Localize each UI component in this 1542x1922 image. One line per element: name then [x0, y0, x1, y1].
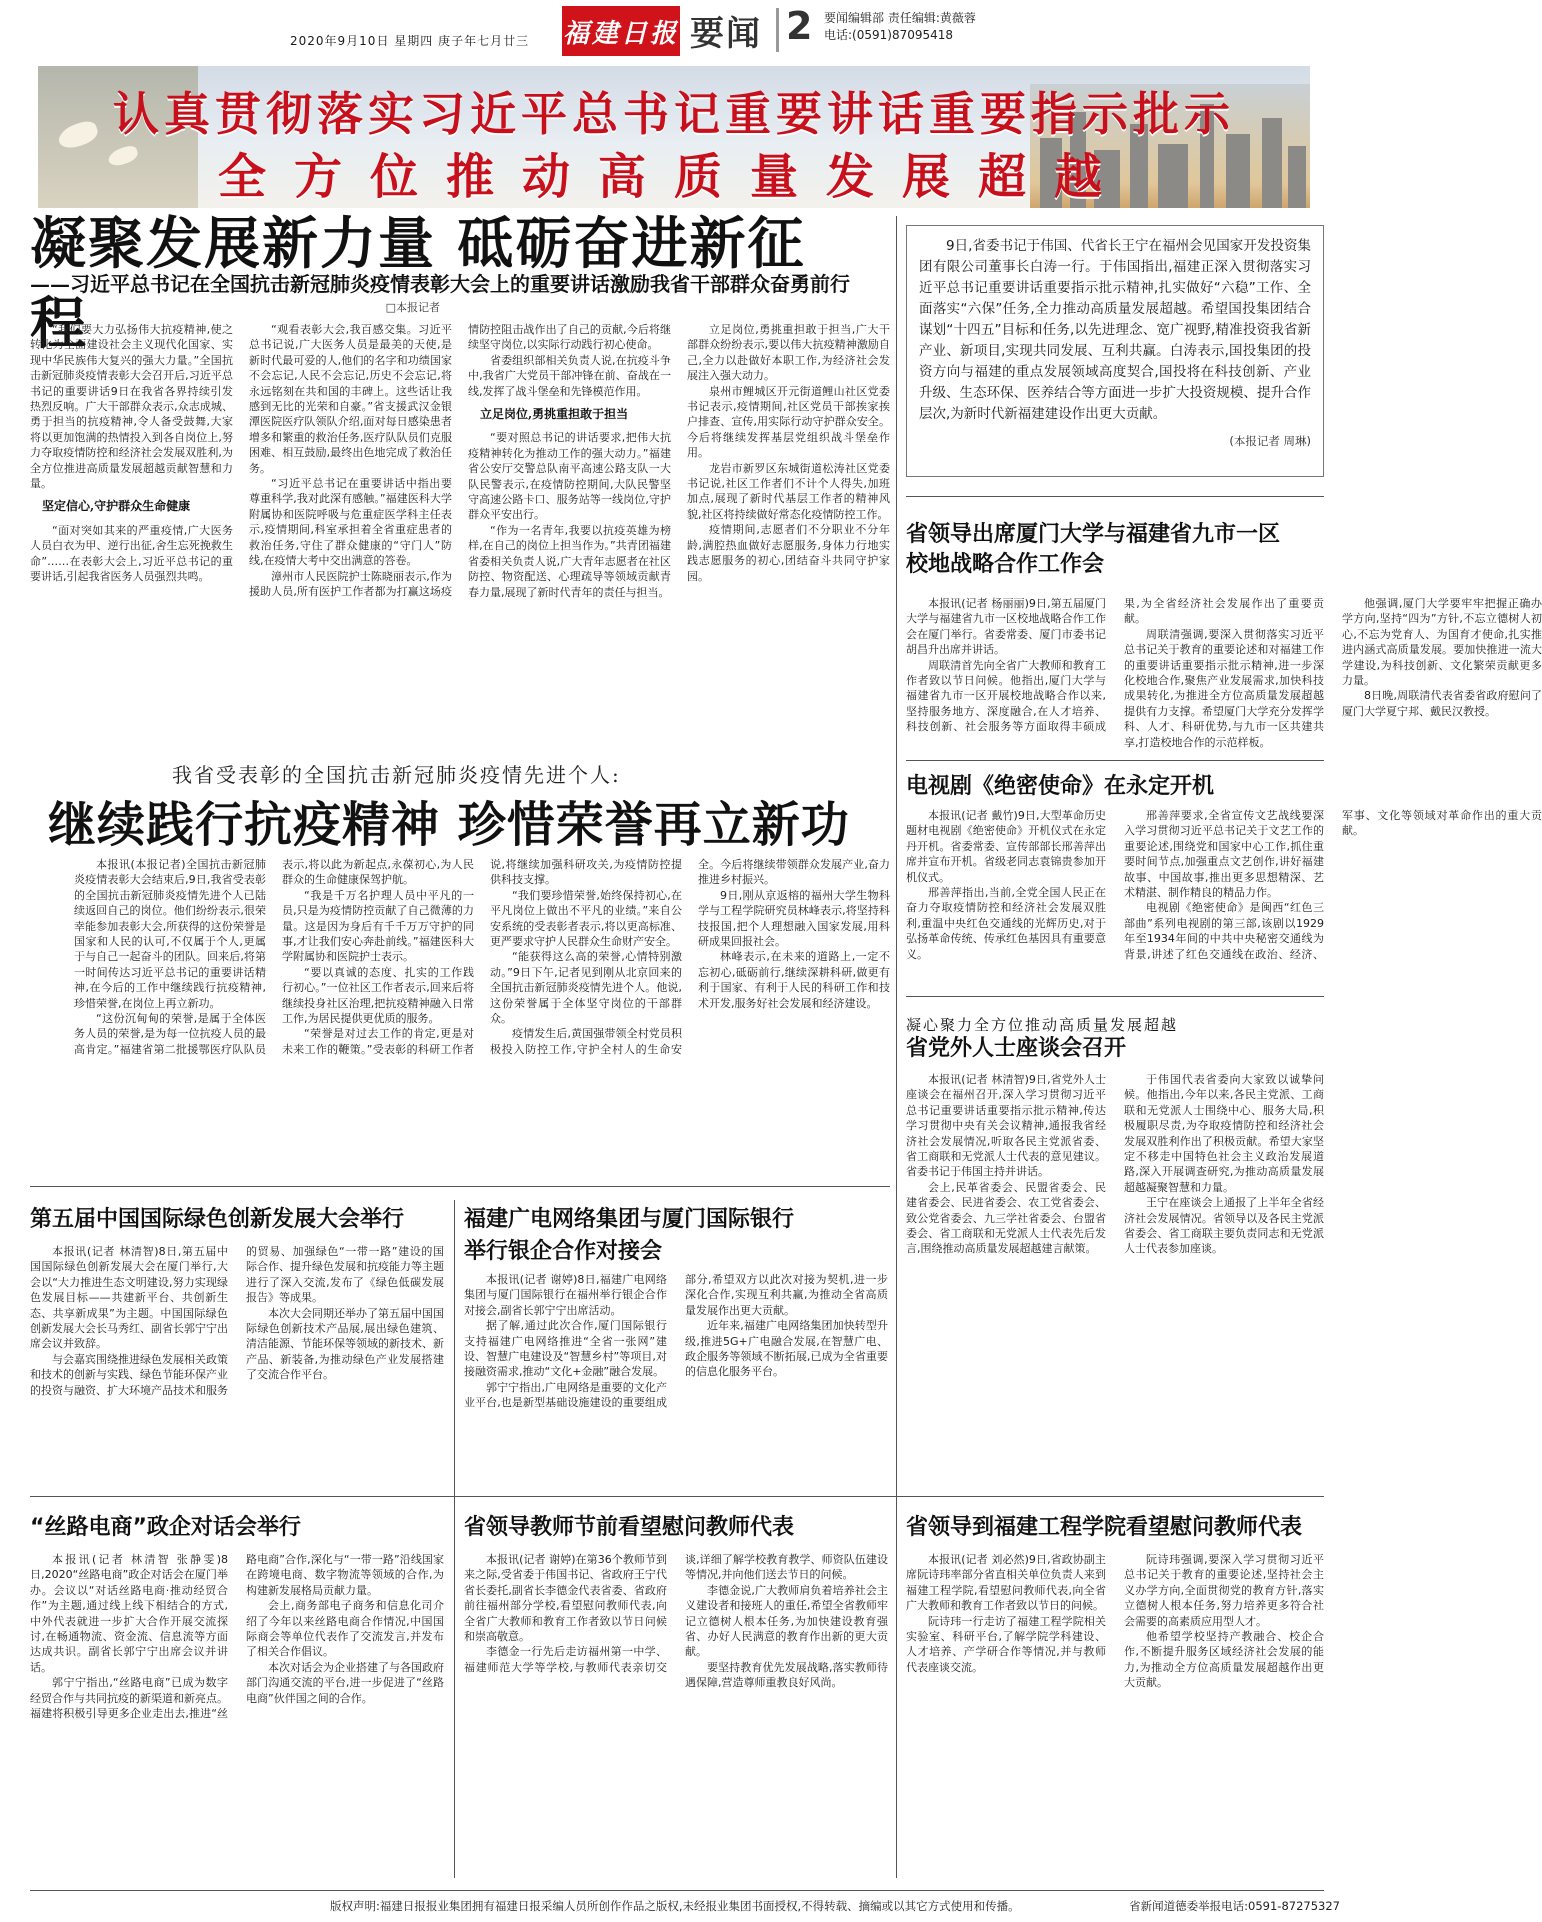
paragraph: 本报讯(本报记者)全国抗击新冠肺炎疫情表彰大会结束后,9日,我省受表彰的全国抗击新冠肺炎疫情先进个人已陆续返回自己的岗位。他们纷纷表示,很荣幸能参加表彰大会,所获得的这份荣誉是国家和人民的认可,不仅属于个人,更属于与自己一起奋斗的团队。回来后,将第一时间传达习近平总书记的重要讲话精神,在今后的工作中继续践行抗疫精神,珍惜荣誉,在岗位上再立新功。 — [74, 858, 266, 1010]
green-story-body — [30, 1244, 444, 1480]
silk-story-title: “丝路电商”政企对话会举行 — [30, 1515, 301, 1540]
paragraph: “荣誉是对过去工作的肯定,更是对未来工作的鞭策。”受表彰的科研工作者说,将继续加强科研攻关,为疫情防控提供科技支撑。 — [282, 858, 682, 1056]
green-story-title: 第五届中国国际绿色创新发展大会举行 — [30, 1207, 405, 1232]
copyright-notice: 版权声明:福建日报报业集团拥有福建日报采编人员所创作作品之版权,未经报业集团书面授权,不得转载、摘编或以其它方式使用和传播。 — [330, 1899, 1020, 1913]
report-hotline: 省新闻道德委举报电话:0591-87275327 — [1129, 1899, 1340, 1913]
page-footer — [330, 1898, 1340, 1914]
paragraph: 周联清强调,要深入贯彻落实习近平总书记关于教育的重要论述和对福建工作的重要讲话重要指示批示精神,进一步深化校地合作,聚焦产业发展需求,加快科技成果转化,为推进全方位高质量发展超越提供有力支撑。希望厦门大学充分发挥学科、人才、科研优势,与九市一区共建共享,打造校地合作的示范样板。 — [1124, 627, 1324, 749]
paragraph: 李德金一行先后走访福州第一中学、福建师范大学等学校,与教师代表亲切交谈,详细了解学校教育教学、师资队伍建设等情况,并向他们送去节日的问候。 — [464, 1553, 888, 1674]
fjut-story-body — [906, 1552, 1324, 1878]
paragraph: 立足岗位,勇挑重担敢于担当,广大干部群众纷纷表示,要以伟大抗疫精神激励自己,全力以赴做好本职工作,为经济社会发展注入强大动力。 — [687, 323, 890, 383]
paragraph: 邢善萍指出,当前,全党全国人民正在奋力夺取疫情防控和经济社会发展双胜利,重温中央红色交通线的光辉历史,对于弘扬革命传统、传承红色基因具有重要意义。 — [906, 886, 1106, 961]
main-story-subtitle: ——习近平总书记在全国抗击新冠肺炎疫情表彰大会上的重要讲话激励我省干部群众奋勇前行 — [30, 272, 850, 296]
newspaper-logo: 福建日报 — [562, 6, 680, 56]
paragraph: “作为一名青年,我要以抗疫英雄为榜样,在自己的岗位上担当作为。”共青团福建省委相关负责人说,广大青年志愿者在社区防控、物资配送、心理疏导等领域贡献青春力量,展现了新时代青年的责任与担当。 — [468, 523, 671, 599]
subheading: 坚定信心,守护群众生命健康 — [42, 499, 191, 514]
teacher-story-body — [464, 1552, 888, 1878]
paragraph: 他希望学校坚持产教融合、校企合作,不断提升服务区域经济社会发展的能力,为推动全方位高质量发展超越作出更大贡献。 — [1124, 1630, 1324, 1690]
title-line: 举行银企合作对接会 — [464, 1239, 663, 1264]
masthead-divider — [776, 8, 779, 52]
paragraph: “要对照总书记的讲话要求,把伟大抗疫精神转化为推动工作的强大动力。”福建省公安厅交警总队南平高速公路支队一大队民警表示,在疫情防控期间,大队民警坚守高速公路卡口、服务站等一线岗位,守护群众平安出行。 — [468, 431, 671, 522]
editor-phone: 电话:(0591)87095418 — [824, 28, 954, 42]
paragraph: 疫情发生后,黄国强带领全村党员积极投入防控工作,守护全村人的生命安全。今后将继续带领群众发展产业,奋力推进乡村振兴。 — [490, 858, 890, 1056]
issue-date: 2020年9月10日 星期四 庚子年七月廿三 — [290, 34, 530, 48]
section-divider — [906, 760, 1324, 761]
zuotan-story-body — [906, 1072, 1324, 1298]
xmu-story-title — [906, 520, 1280, 580]
page-number: 2 — [786, 4, 813, 48]
paragraph: 林峰表示,在未来的道路上,一定不忘初心,砥砺前行,继续深耕科研,做更有利于国家、有利于人民的科研工作和技术开发,服务好社会发展和经济建设。 — [698, 950, 890, 1010]
paragraph: “这份沉甸甸的荣誉,是属于全体医务人员的荣誉,是为每一位抗疫人员的最高肯定。”福建省第二批援鄂医疗队队员表示,将以此为新起点,永葆初心,为人民群众的生命健康保驾护航。 — [74, 858, 474, 1056]
section-divider — [30, 1496, 1324, 1497]
paragraph: 据了解,通过此次合作,厦门国际银行支持福建广电网络推进“全省一张网”建设、智慧广电建设及“智慧乡村”等项目,对接融资需求,推动“文化+金融”融合发展。 — [464, 1319, 667, 1379]
paragraph: 邢善萍要求,全省宣传文艺战线要深入学习贯彻习近平总书记关于文艺工作的重要论述,围绕党和国家中心工作,抓住重要时间节点,加强重点文艺创作,讲好福建故事、中国故事,推出更多思想精深、艺术精湛、制作精良的精品力作。 — [1124, 809, 1324, 900]
paragraph: 近年来,福建广电网络集团加快转型升级,推进5G+广电融合发展,在智慧广电、政企服务等领域不断拓展,已成为全省重要的信息化服务平台。 — [685, 1319, 888, 1379]
broadcast-story-title — [464, 1204, 794, 1268]
paragraph: 阮诗玮一行走访了福建工程学院相关实验室、科研平台,了解学院学科建设、人才培养、产学研合作等情况,并与教师代表座谈交流。 — [906, 1614, 1106, 1674]
section-divider — [30, 1186, 890, 1187]
paragraph: 周联清首先向全省广大教师和教育工作者致以节日问候。他指出,厦门大学与福建省九市一区开展校地战略合作以来,坚持服务地方、深度融合,在人才培养、科技创新、社会服务等方面取得丰硕成果,为全省经济社会发展作出了重要贡献。 — [906, 597, 1324, 734]
paragraph: 郭宁宁指出,“丝路电商”已成为数字经贸合作与共同抗疫的新渠道和新亮点。福建将积极引导更多企业走出去,推进“丝路电商”合作,深化与“一带一路”沿线国家在跨境电商、数字物流等领域的合作,为构建新发展格局贡献力量。 — [30, 1553, 444, 1721]
main-story-body — [30, 322, 890, 706]
paragraph: 8日晚,周联清代表省委省政府慰问了厦门大学夏宁邦、戴民汉教授。 — [1342, 689, 1542, 718]
headline-banner — [38, 66, 1310, 208]
paragraph: 会上,民革省委会、民盟省委会、民建省委会、民进省委会、农工党省委会、致公党省委会、九三学社省委会、台盟省委会、省工商联和无党派人士代表先后发言,围绕推动高质量发展超越建言献策。 — [906, 1180, 1106, 1256]
main-story-byline: □本报记者 — [385, 301, 440, 314]
paragraph: 疫情期间,志愿者们不分职业不分年龄,满腔热血做好志愿服务,身体力行地实践志愿服务的初心,团结奋斗共同守护家园。 — [687, 523, 890, 583]
paragraph: 龙岩市新罗区东城街道松涛社区党委书记说,社区工作者们不计个人得失,加班加点,展现了新时代基层工作者的精神风貌,社区将持续做好常态化疫情防控工作。 — [687, 461, 890, 521]
paragraph: 本报讯(记者 谢婷)在第36个教师节到来之际,受省委于伟国书记、省政府王宁代省长委托,副省长李德金代表省委、省政府前往福州部分学校,看望慰问教师代表,向全省广大教师和教育工作者致以节日问候和崇高敬意。 — [464, 1553, 667, 1644]
paragraph: “要以真诚的态度、扎实的工作践行初心。”一位社区工作者表示,回来后将继续投身社区治理,把抗疫精神融入日常工作,为居民提供更优质的服务。 — [282, 965, 474, 1026]
paragraph: 本报讯(记者 林清智)9日,省党外人士座谈会在福州召开,深入学习贯彻习近平总书记重要讲话重要指示批示精神,传达学习贯彻中央有关会议精神,通报我省经济社会发展情况,听取各民主党派省委、省工商联和无党派人士代表的意见建议。省委书记于伟国主持并讲话。 — [906, 1073, 1106, 1179]
paragraph: “观看表彰大会,我百感交集。习近平总书记说,广大医务人员是最美的天使,是新时代最可爱的人,他们的名字和功绩国家不会忘记,人民不会忘记,历史不会忘记,将永远铭刻在共和国的丰碑上。这些话让我感到无比的光荣和自豪。”省支援武汉金银潭医院医疗队领队介绍,面对每日感染患者增多和繁重的救治任务,医疗队队员们克服困难、相互鼓励,最终出色地完成了救治任务。 — [249, 323, 452, 475]
paragraph: 本报讯(记者 谢婷)8日,福建广电网络集团与厦门国际银行在福州举行银企合作对接会,副省长郭宁宁出席活动。 — [464, 1273, 667, 1317]
fjut-story-title: 省领导到福建工程学院看望慰问教师代表 — [906, 1515, 1303, 1540]
section-divider — [906, 996, 1324, 997]
xianjin-story-title: 继续践行抗疫精神 珍惜荣誉再立新功 — [48, 797, 850, 853]
paragraph: “能获得这么高的荣誉,心情特别激动。”9日下午,记者见到刚从北京回来的全国抗击新冠肺炎疫情先进个人。他说,这份荣誉属于全体坚守岗位的干部群众。 — [490, 950, 682, 1026]
paragraph: 本次大会同期还举办了第五届中国国际绿色创新技术产品展,展出绿色建筑、清洁能源、节能环保等领域的新技术、新产品、新装备,为推动绿色产业发展搭建了交流合作平台。 — [246, 1306, 444, 1382]
paragraph: 9日,省委书记于伟国、代省长王宁在福州会见国家开发投资集团有限公司董事长白涛一行。于伟国指出,福建正深入贯彻落实习近平总书记重要讲话重要指示批示精神,扎实做好“六稳”工作、全面落实“六保”任务,全力推动高质量发展超越。希望国投集团结合谋划“十四五”目标和任务,以先进理念、宽广视野,精准投资我省新产业、新项目,实现共同发展、互利共赢。白涛表示,国投集团的投资方向与福建的重点发展领域高度契合,国投将在科技创新、产业升级、生态环保、医养结合等方面进一步扩大投资规模、提升合作层次,为新时代新福建建设作出更大贡献。 — [919, 238, 1311, 422]
drama-story-title: 电视剧《绝密使命》在永定开机 — [906, 774, 1215, 799]
column-divider — [896, 216, 897, 1878]
paragraph: 漳州市人民医院护士陈晓丽表示,作为援助人员,所有医护工作者都为打赢这场疫情防控阻击战作出了自己的贡献,今后将继续坚守岗位,以实际行动践行初心使命。 — [249, 323, 671, 598]
paragraph: 本报讯(记者 林清智 张静雯)8日,2020“丝路电商”政企对话会在厦门举办。会议以“对话丝路电商·推动经贸合作”为主题,通过线上线下相结合的方式,中外代表就进一步扩大合作开展交流探讨,在畅通物流、资金流、信息流等方面达成共识。副省长郭宁宁出席会议并讲话。 — [30, 1553, 228, 1674]
paragraph: “我是千万名护理人员中平凡的一员,只是为疫情防控贡献了自己微薄的力量。这是因为身后有千千万万守护的同事,才让我们安心奔赴前线。”福建医科大学附属协和医院护士表示。 — [282, 888, 474, 964]
paragraph: “我们要大力弘扬伟大抗疫精神,使之转化为全面建设社会主义现代化国家、实现中华民族伟大复兴的强大力量。”全国抗击新冠肺炎疫情表彰大会召开后,习近平总书记的重要讲话9日在我省各界持续引发热烈反响。广大干部群众表示,众志成城、勇于担当的抗疫精神,令人备受鼓舞,大家将以更加饱满的热情投入到各自岗位上,努力夺取疫情防控和经济社会发展双胜利,为全方位推进高质量发展超越贡献智慧和力量。 — [30, 323, 233, 491]
sidebar-story-box — [906, 225, 1324, 477]
paragraph: 本报讯(记者 戴竹)9日,大型革命历史题材电视剧《绝密使命》开机仪式在永定丹开机。省委常委、宣传部部长邢善萍出席并宣布开机。省级老同志袁锦贵参加开机仪式。 — [906, 809, 1106, 884]
paragraph: 本次对话会为企业搭建了与各国政府部门沟通交流的平台,进一步促进了“丝路电商”伙伴国之间的合作。 — [246, 1660, 444, 1705]
paragraph: 他强调,厦门大学要牢牢把握正确办学方向,坚持“四为”方针,不忘立德树人初心,不忘为党育人、为国育才使命,扎实推进内涵式高质量发展。要加快推进一流大学建设,为科技创新、文化繁荣贡献更多力量。 — [1342, 597, 1542, 688]
paragraph: “我们要珍惜荣誉,始终保持初心,在平凡岗位上做出不平凡的业绩。”来自公安系统的受表彰者表示,将以更高标准、更严要求守护人民群众生命财产安全。 — [490, 888, 682, 949]
banner-headline-1: 认真贯彻落实习近平总书记重要讲话重要指示批示 — [113, 87, 1235, 141]
paragraph: 要坚持教育优先发展战略,落实教师待遇保障,营造尊师重教良好风尚。 — [685, 1660, 888, 1690]
title-line: 校地战略合作工作会 — [906, 552, 1105, 577]
title-line: 福建广电网络集团与厦门国际银行 — [464, 1207, 795, 1232]
footer-divider — [30, 1890, 1324, 1891]
zuotan-story-title: 省党外人士座谈会召开 — [906, 1036, 1127, 1061]
column-divider — [454, 1200, 455, 1878]
paragraph: 与会嘉宾围绕推进绿色发展相关政策和技术的创新与实践、绿色节能环保产业的投资与融资、扩大环境产品技术和服务的贸易、加强绿色“一带一路”建设的国际合作、提升绿色发展和抗疫能力等主题进行了深入交流,发布了《绿色低碳发展报告》等成果。 — [30, 1245, 444, 1397]
paragraph: 泉州市鲤城区开元街道鲤山社区党委书记表示,疫情期间,社区党员干部挨家挨户排查、宣传,用实际行动守护群众安全。今后将继续发挥基层党组织战斗堡垒作用。 — [687, 384, 890, 460]
silk-story-body — [30, 1552, 444, 1878]
subheading: 立足岗位,勇挑重担敢于担当 — [480, 407, 629, 422]
paragraph: 会上,商务部电子商务和信息化司介绍了今年以来丝路电商合作情况,中国国际商会等单位代表作了交流发言,并发布了相关合作倡议。 — [246, 1599, 444, 1659]
zuotan-story-kicker: 凝心聚力全方位推动高质量发展超越 — [906, 1016, 1179, 1034]
editor-desk: 要闻编辑部 责任编辑:黄薇蓉 — [824, 11, 976, 25]
teacher-story-title: 省领导教师节前看望慰问教师代表 — [464, 1515, 795, 1540]
paragraph: 本报讯(记者 林清智)8日,第五届中国国际绿色创新发展大会在厦门举行,大会以“大力推进生态文明建设,努力实现绿色发展目标——共建新平台、共创新生态、共享新成果”为主题。中国国际绿色创新发展大会长马秀红、副省长郭宁宁出席会议并致辞。 — [30, 1245, 228, 1351]
paragraph: 郭宁宁指出,广电网络是重要的文化产业平台,也是新型基础设施建设的重要组成部分,希望双方以此次对接为契机,进一步深化合作,实现互利共赢,为推动全省高质量发展作出更大贡献。 — [464, 1273, 888, 1410]
paragraph: 9日,刚从京返榕的福州大学生物科学与工程学院研究员林峰表示,将坚持科技报国,把个人理想融入国家发展,用科研成果回报社会。 — [698, 888, 890, 949]
paragraph: 阮诗玮强调,要深入学习贯彻习近平总书记关于教育的重要论述,坚持社会主义办学方向,全面贯彻党的教育方针,落实立德树人根本任务,努力培养更多符合社会需要的高素质应用型人才。 — [1124, 1553, 1324, 1628]
section-divider — [906, 496, 1324, 497]
masthead — [0, 0, 1346, 62]
paragraph: 省委组织部相关负责人说,在抗疫斗争中,我省广大党员干部冲锋在前、奋战在一线,发挥了战斗堡垒和先锋模范作用。 — [468, 353, 671, 398]
editor-info — [824, 10, 976, 44]
paragraph: “习近平总书记在重要讲话中指出要尊重科学,我对此深有感触。”福建医科大学附属协和医院呼吸与危重症医学科主任表示,疫情期间,科室承担着全省重症患者的救治任务,守住了群众健康的“守门人”防线,在疫情大考中交出满意的答卷。 — [249, 477, 452, 568]
paragraph: 本报讯(记者 刘必然)9日,省政协副主席阮诗玮率部分省直相关单位负责人来到福建工程学院,看望慰问教师代表,向全省广大教师和教育工作者致以节日的问候。 — [906, 1553, 1106, 1613]
main-story-title: 凝聚发展新力量 砥砺奋进新征程 — [30, 212, 806, 357]
broadcast-story-body — [464, 1272, 888, 1480]
section-name: 要闻 — [690, 14, 762, 54]
paragraph: 王宁在座谈会上通报了上半年全省经济社会发展情况。省领导以及各民主党派省委会、省工商联主要负责同志和无党派人士代表参加座谈。 — [1124, 1196, 1324, 1256]
xianjin-story-body — [74, 857, 890, 1175]
paragraph: 本报讯(记者 杨丽丽)9日,第五届厦门大学与福建省九市一区校地战略合作工作会在厦门举行。省委常委、厦门市委书记胡昌升出席并讲话。 — [906, 597, 1106, 657]
sidebar-story-byline: (本报记者 周琳) — [1229, 434, 1311, 448]
paragraph: 李德金说,广大教师肩负着培养社会主义建设者和接班人的重任,希望全省教师牢记立德树人根本任务,为加快建设教育强省、办好人民满意的教育作出新的更大贡献。 — [685, 1583, 888, 1659]
paragraph: 电视剧《绝密使命》是闽西“红色三部曲”系列电视剧的第三部,该剧以1929年至1934年间的中共中央秘密交通线为背景,讲述了红色交通线在政治、经济、军事、文化等领域对革命作出的重大贡献。 — [1124, 809, 1542, 961]
paragraph: 于伟国代表省委向大家致以诚挚问候。他指出,今年以来,各民主党派、工商联和无党派人士围绕中心、服务大局,积极履职尽责,为夺取疫情防控和经济社会发展双胜利作出了积极贡献。希望大家坚定不移走中国特色社会主义政治发展道路,深入开展调查研究,为推动高质量发展超越凝聚智慧和力量。 — [1124, 1073, 1324, 1194]
xianjin-story-kicker: 我省受表彰的全国抗击新冠肺炎疫情先进个人: — [172, 763, 621, 787]
xmu-story-body — [906, 596, 1542, 758]
paragraph: “面对突如其来的严重疫情,广大医务人员白衣为甲、逆行出征,舍生忘死挽救生命”……在表彰大会上,习近平总书记的重要讲话,引起我省医务人员强烈共鸣。 — [30, 523, 233, 584]
drama-story-body — [906, 808, 1542, 986]
title-line: 省领导出席厦门大学与福建省九市一区 — [906, 522, 1281, 547]
banner-headline-2: 全方位推动高质量发展超越 — [217, 149, 1130, 205]
